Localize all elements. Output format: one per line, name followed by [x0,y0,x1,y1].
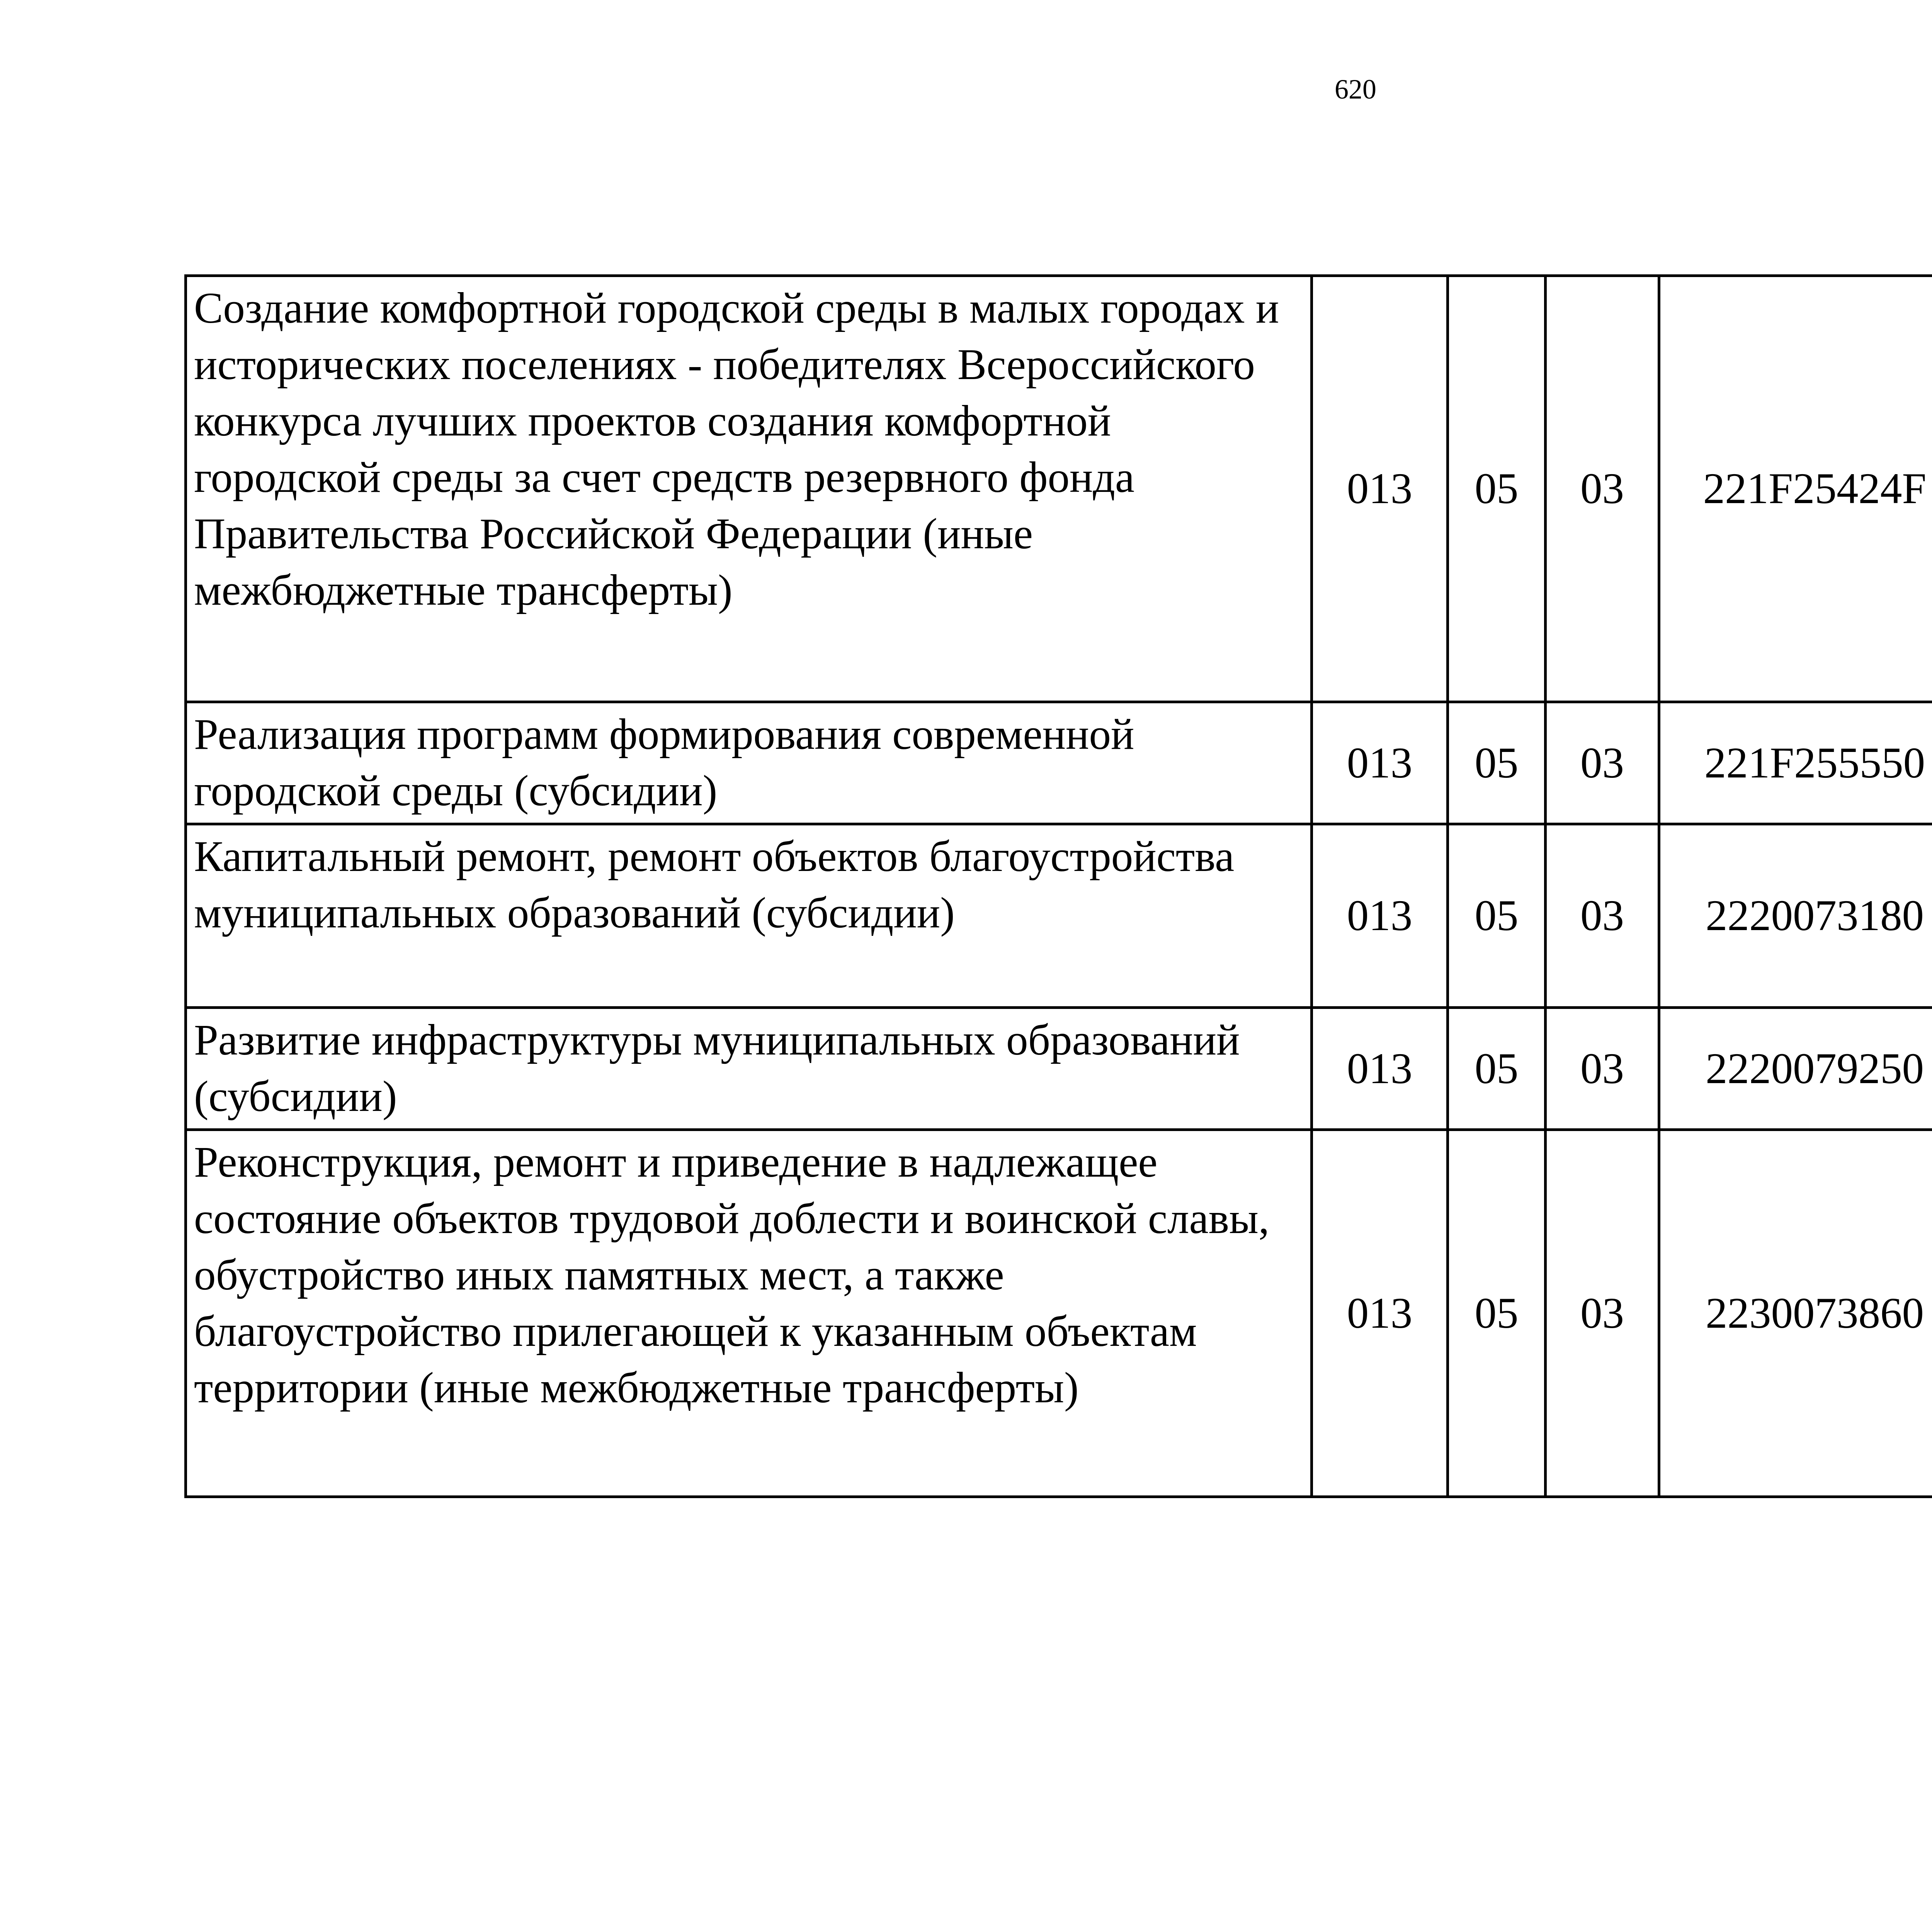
target-article-code: 2230073860 [1659,1130,1932,1497]
row-description: Капитальный ремонт, ремонт объектов благоустройства муниципальных образований (субсидии) [186,824,1312,1008]
target-article-code: 221F25424F [1659,276,1932,702]
target-article-code: 2220073180 [1659,824,1932,1008]
ministry-code: 013 [1312,1008,1448,1130]
ministry-code: 013 [1312,276,1448,702]
ministry-code: 013 [1312,824,1448,1008]
table-row [186,1008,1932,1130]
ministry-code: 013 [1312,702,1448,824]
page-number: 620 [1335,74,1376,105]
row-description: Развитие инфраструктуры муниципальных образований (субсидии) [186,1008,1312,1130]
row-description: Создание комфортной городской среды в малых городах и исторических поселениях - победителях Всероссийского конкурса лучших проектов создания комфортной городской среды за счет средств резервного фонда Правительства Российской Федерации (иные межбюджетные трансферты) [186,276,1312,702]
subsection-code: 03 [1546,1130,1659,1497]
row-description: Реализация программ формирования современной городской среды (субсидии) [186,702,1312,824]
section-code: 05 [1448,1008,1546,1130]
row-description: Реконструкция, ремонт и приведение в надлежащее состояние объектов трудовой доблести и воинской славы, обустройство иных памятных мест, а также благоустройство прилегающей к указанным объектам территории (иные межбюджетные трансферты) [186,1130,1312,1497]
table-row [186,276,1932,702]
table-row [186,702,1932,824]
subsection-code: 03 [1546,276,1659,702]
budget-table [184,274,1932,1498]
subsection-code: 03 [1546,1008,1659,1130]
section-code: 05 [1448,276,1546,702]
table-row [186,824,1932,1008]
section-code: 05 [1448,824,1546,1008]
target-article-code: 2220079250 [1659,1008,1932,1130]
subsection-code: 03 [1546,702,1659,824]
ministry-code: 013 [1312,1130,1448,1497]
table-row [186,1130,1932,1497]
target-article-code: 221F255550 [1659,702,1932,824]
section-code: 05 [1448,702,1546,824]
subsection-code: 03 [1546,824,1659,1008]
section-code: 05 [1448,1130,1546,1497]
